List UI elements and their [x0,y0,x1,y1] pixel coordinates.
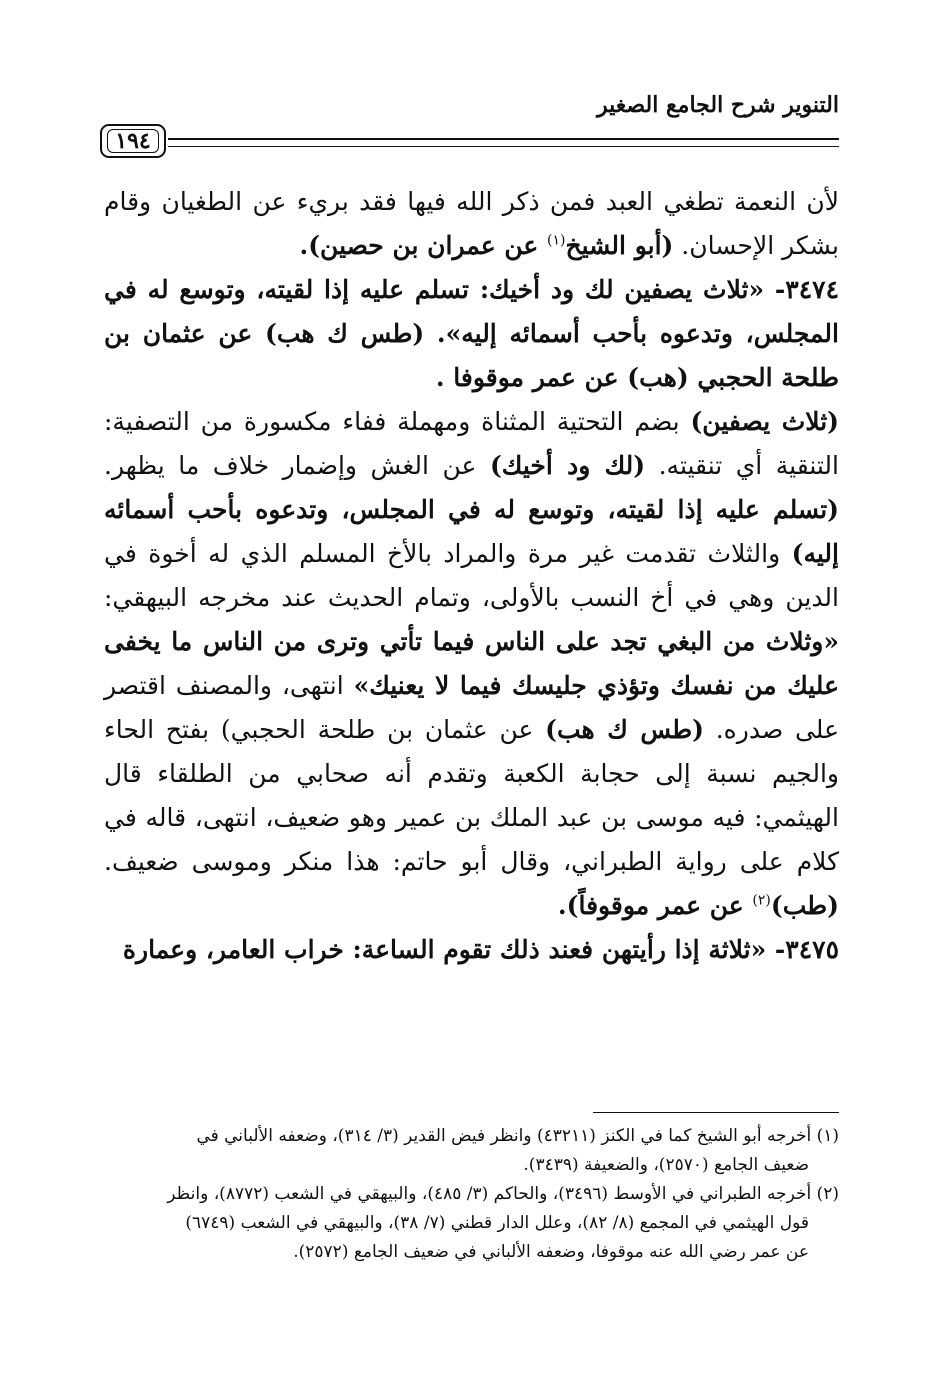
text-run: انتهى، والمصنف اقتصر على صدره. [104,671,839,744]
footnote-line: (٢) أخرجه الطبراني في الأوسط (٣٤٩٦)، والحاكم (٣/ ٤٨٥)، والبيهقي في الشعب (٨٧٧٢)، وانظر [167,1184,839,1204]
source-codes: (طس ك هب) [545,715,704,744]
paragraph-intro [104,180,839,268]
page-number-box [100,124,166,158]
citation-tail: عن عمران بن حصين). [299,231,547,260]
footnote-line: عن عمر رضي الله عنه موقوفا، وضعفه الألباني في ضعيف الجامع (٢٥٧٢). [293,1242,809,1262]
footnote-1 [104,1122,839,1180]
footnote-ref-2: (٢) [752,892,771,909]
footnote-line: قول الهيثمي في المجمع (٨/ ٨٢)، وعلل الدار قطني (٧/ ٣٨)، والبيهقي في الشعب (٦٧٤٩) [185,1213,809,1233]
footnotes [104,1122,839,1267]
quoted-term: (لك ود أخيك) [489,451,646,480]
text-run: عن الغش وإضمار خلاف ما يظهر. [104,451,490,480]
text-run: بضم التحتية المثناة ومهملة ففاء مكسورة من التصفية: التنقية أي تنقيته. [104,407,839,480]
text-run: لأن النعمة تطغي العبد فمن ذكر الله فيها فقد بريء عن الطغيان وقام بشكر الإحسان. [104,187,839,260]
citation: (أبو الشيخ [565,231,674,260]
text-run: والثلاث تقدمت غير مرة والمراد بالأخ المسلم الذي له أخوة في الدين وهي في أخ النسب بالأولى، وتمام الحديث عند مخرجه البيهقي: [104,539,839,612]
source-code: (طب) [770,891,839,920]
footnote-ref-1: (١) [546,232,566,249]
quoted-term: (تسلم عليه إذا لقيته، وتوسع له في المجلس، وتدعوه بأحب أسمائه إليه) [104,495,839,568]
page-number: ١٩٤ [115,128,151,154]
footnote-2 [104,1180,839,1267]
footnote-line: ضعيف الجامع (٢٥٧٠)، والضعيفة (٣٤٣٩). [523,1155,809,1175]
hadith-3474: ٣٤٧٤- «ثلاث يصفين لك ود أخيك: تسلم عليه إذا لقيته، وتوسع له في المجلس، وتدعوه بأحب أسمائه إليه». (طس ك هب) عن عثمان بن طلحة الحجبي (هب) عن عمر موقوفا . [104,275,839,392]
main-text [104,180,839,972]
hadith-3475: ٣٤٧٥- «ثلاثة إذا رأيتهن فعند ذلك تقوم الساعة: خراب العامر، وعمارة [122,935,839,964]
footnote-rule [593,1112,839,1113]
quoted-term: (ثلاث يصفين) [690,407,839,436]
running-title: التنوير شرح الجامع الصغير [597,92,839,118]
text-run: عن عثمان بن طلحة الحجبي) بفتح الحاء والجيم نسبة إلى حجابة الكعبة وتقدم أنه صحابي من الطلقاء قال الهيثمي: فيه موسى بن عبد الملك بن عمير وهو ضعيف، انتهى، قاله في كلام على رواية الطبراني، وقال أبو حاتم: هذا منكر وموسى ضعيف. [104,715,839,876]
footnote-line: (١) أخرجه أبو الشيخ كما في الكنز (٤٣٢١١) وانظر فيض القدير (٣/ ٣١٤)، وضعفه الألباني في [196,1126,839,1146]
citation-tail: عن عمر موقوفاً). [557,891,753,920]
quoted-hadith: «وثلاث من البغي تجد على الناس فيما تأتي وترى من الناس ما يخفى عليك من نفسك وتؤذي جليسك فيما لا يعنيك» [104,627,839,700]
header-rule [168,138,839,147]
commentary-3474 [104,400,839,928]
